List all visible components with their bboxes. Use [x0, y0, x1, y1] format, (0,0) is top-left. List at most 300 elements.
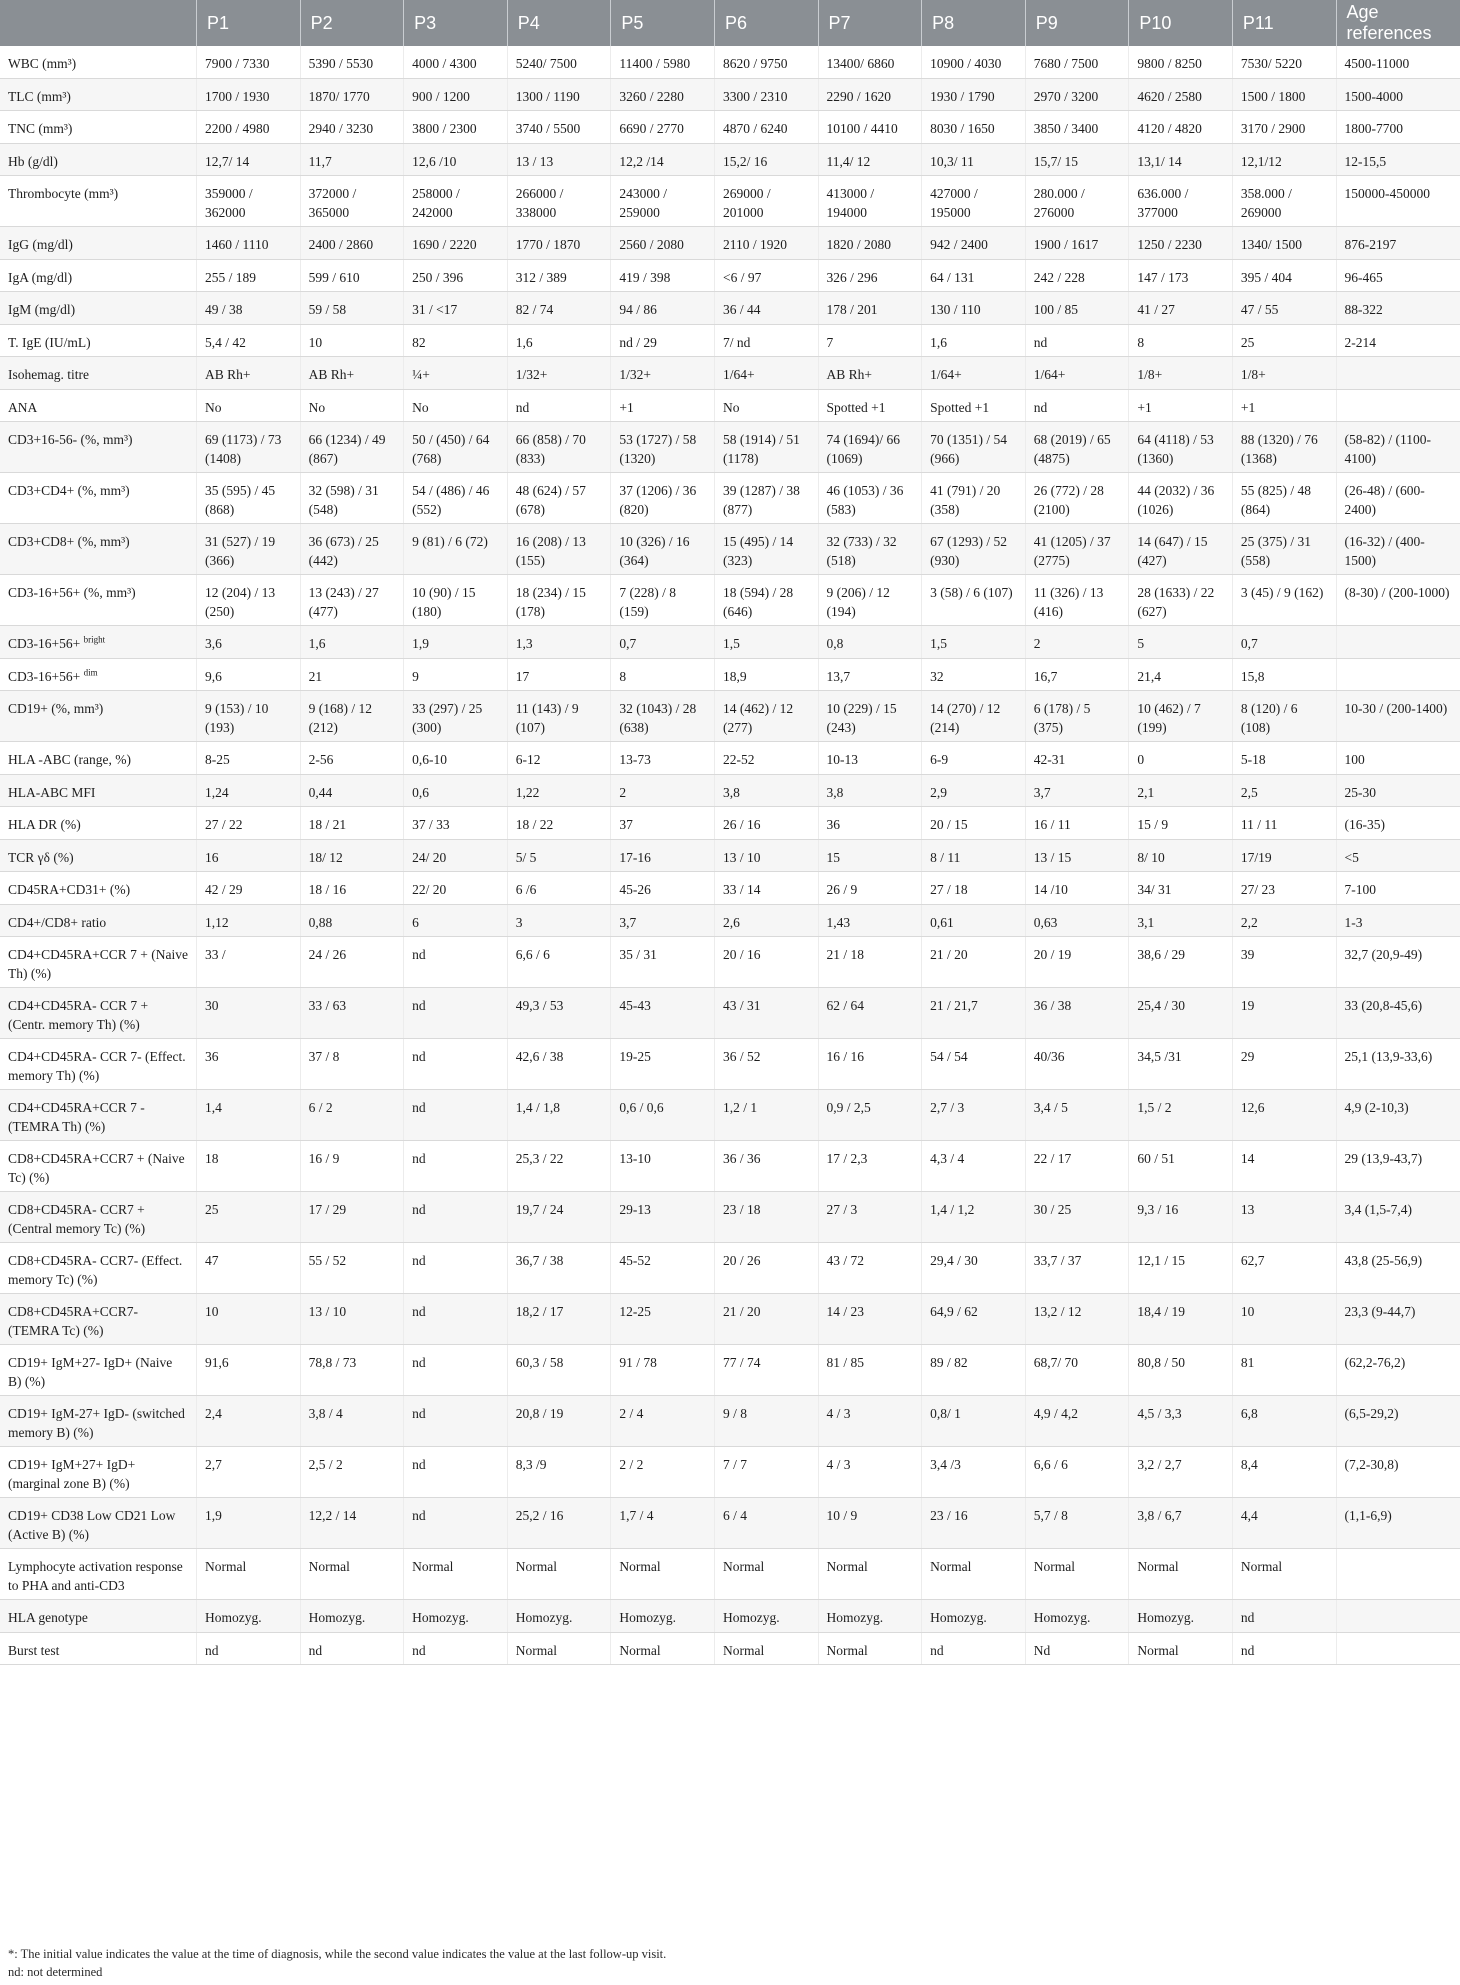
table-cell: 2110 / 1920 [714, 227, 818, 260]
table-cell: 32 (598) / 31 (548) [300, 473, 404, 524]
row-label-text: TLC (mm³) [8, 88, 71, 104]
table-cell: 20 / 16 [714, 937, 818, 988]
table-cell: 5-18 [1232, 742, 1336, 775]
table-cell: 1,2 / 1 [714, 1090, 818, 1141]
table-row [0, 46, 1460, 78]
table-cell: 7-100 [1336, 872, 1460, 905]
table-cell: 3170 / 2900 [1232, 111, 1336, 144]
table-cell: 2,6 [714, 904, 818, 937]
table-cell: 42-31 [1025, 742, 1129, 775]
table-cell: 12,7/ 14 [196, 143, 300, 176]
table-cell: Spotted +1 [922, 389, 1026, 422]
table-cell: 15 (495) / 14 (323) [714, 524, 818, 575]
table-cell: 36 (673) / 25 (442) [300, 524, 404, 575]
table-cell: 45-52 [611, 1243, 715, 1294]
table-cell: Normal [611, 1549, 715, 1600]
table-cell: 2,7 [196, 1447, 300, 1498]
table-cell: 27 / 22 [196, 807, 300, 840]
table-cell: 1/32+ [611, 357, 715, 390]
row-label [0, 1243, 196, 1294]
table-body [0, 46, 1460, 1665]
footnotes [8, 1945, 666, 1981]
table-cell: 4120 / 4820 [1129, 111, 1233, 144]
table-cell: 26 / 9 [818, 872, 922, 905]
table-cell: 23 / 18 [714, 1192, 818, 1243]
table-cell: nd [404, 1141, 508, 1192]
table-cell: 55 / 52 [300, 1243, 404, 1294]
table-cell: 8030 / 1650 [922, 111, 1026, 144]
table-cell: 27/ 23 [1232, 872, 1336, 905]
table-cell: 1340/ 1500 [1232, 227, 1336, 260]
table-cell: 36 / 52 [714, 1039, 818, 1090]
table-row [0, 524, 1460, 575]
table-cell: 1,5 / 2 [1129, 1090, 1233, 1141]
table-cell: 31 (527) / 19 (366) [196, 524, 300, 575]
table-cell: 0,6-10 [404, 742, 508, 775]
table-cell: 15,7/ 15 [1025, 143, 1129, 176]
table-cell: 82 / 74 [507, 292, 611, 325]
row-label-text: Hb (g/dl) [8, 153, 58, 169]
table-cell: 4000 / 4300 [404, 46, 508, 78]
table-cell: 1,4 / 1,2 [922, 1192, 1026, 1243]
row-label [0, 1600, 196, 1633]
table-row [0, 658, 1460, 691]
table-cell: 25 (375) / 31 (558) [1232, 524, 1336, 575]
table-cell: 2,7 / 3 [922, 1090, 1026, 1141]
table-cell: nd [404, 988, 508, 1039]
table-cell: nd [404, 1498, 508, 1549]
table-cell: 3,8 / 4 [300, 1396, 404, 1447]
table-cell: 1690 / 2220 [404, 227, 508, 260]
table-cell: 3800 / 2300 [404, 111, 508, 144]
table-row [0, 1141, 1460, 1192]
table-cell: Normal [1232, 1549, 1336, 1600]
row-label-text: Lymphocyte activation response to PHA and anti-CD3 [8, 1559, 183, 1593]
header-parameter [0, 0, 196, 46]
row-label [0, 227, 196, 260]
table-cell [1336, 1549, 1460, 1600]
table-cell: 32 (733) / 32 (518) [818, 524, 922, 575]
header-column: P7 [818, 0, 922, 46]
table-row [0, 872, 1460, 905]
table-cell: 1250 / 2230 [1129, 227, 1233, 260]
row-label-text: CD19+ IgM+27- IgD+ (Naive B) (%) [8, 1355, 173, 1389]
table-cell: 17-16 [611, 839, 715, 872]
table-cell: 4,9 / 4,2 [1025, 1396, 1129, 1447]
table-row [0, 1549, 1460, 1600]
table-cell: 16 / 16 [818, 1039, 922, 1090]
table-cell: 18/ 12 [300, 839, 404, 872]
table-cell: 89 / 82 [922, 1345, 1026, 1396]
table-cell: 24/ 20 [404, 839, 508, 872]
table-cell: 5/ 5 [507, 839, 611, 872]
table-cell: 28 (1633) / 22 (627) [1129, 575, 1233, 626]
table-cell: (58-82) / (1100-4100) [1336, 422, 1460, 473]
table-cell: 50 / (450) / 64 (768) [404, 422, 508, 473]
table-cell: 8 (120) / 6 (108) [1232, 691, 1336, 742]
table-cell: 15,8 [1232, 658, 1336, 691]
table-cell: No [300, 389, 404, 422]
table-cell: 25,4 / 30 [1129, 988, 1233, 1039]
table-cell: 36 / 38 [1025, 988, 1129, 1039]
row-label-text: HLA genotype [8, 1610, 88, 1625]
table-cell: nd [404, 1632, 508, 1665]
table-cell: 0,61 [922, 904, 1026, 937]
table-cell: 43,8 (25-56,9) [1336, 1243, 1460, 1294]
table-cell: 22 / 17 [1025, 1141, 1129, 1192]
table-cell: Normal [818, 1549, 922, 1600]
table-cell: 942 / 2400 [922, 227, 1026, 260]
table-cell: 35 (595) / 45 (868) [196, 473, 300, 524]
table-cell: 599 / 610 [300, 259, 404, 292]
table-cell: 12,2 /14 [611, 143, 715, 176]
row-label [0, 742, 196, 775]
table-cell: 33 / 14 [714, 872, 818, 905]
table-cell: 8-25 [196, 742, 300, 775]
table-row [0, 807, 1460, 840]
row-label-text: TNC (mm³) [8, 121, 73, 136]
row-label-text: CD8+CD45RA- CCR7 + (Central memory Tc) (%) [8, 1202, 146, 1236]
table-cell: 243000 / 259000 [611, 176, 715, 227]
table-cell: 12,2 / 14 [300, 1498, 404, 1549]
row-label [0, 473, 196, 524]
table-cell: 45-26 [611, 872, 715, 905]
row-label-text: ANA [8, 399, 38, 415]
table-cell: 9 (81) / 6 (72) [404, 524, 508, 575]
table-cell: 1,24 [196, 774, 300, 807]
header-column: Age references [1336, 0, 1460, 46]
table-cell: 7 [818, 324, 922, 357]
table-cell: 427000 / 195000 [922, 176, 1026, 227]
table-cell: 27 / 18 [922, 872, 1026, 905]
table-cell: 0,6 [404, 774, 508, 807]
row-label [0, 357, 196, 390]
table-cell: 395 / 404 [1232, 259, 1336, 292]
table-cell: 2,5 / 2 [300, 1447, 404, 1498]
table-header [0, 0, 1460, 46]
table-cell: 4620 / 2580 [1129, 78, 1233, 111]
table-cell: 5,4 / 42 [196, 324, 300, 357]
table-cell: 0,8 [818, 626, 922, 659]
row-label-text: CD19+ IgM+27+ IgD+ (marginal zone B) (%) [8, 1457, 136, 1491]
table-cell: 91,6 [196, 1345, 300, 1396]
row-label [0, 422, 196, 473]
table-cell: 6,8 [1232, 1396, 1336, 1447]
table-cell: 13400/ 6860 [818, 46, 922, 78]
row-label [0, 1345, 196, 1396]
table-cell: 18 / 22 [507, 807, 611, 840]
table-cell: Homozyg. [1025, 1600, 1129, 1633]
table-cell: nd [404, 1294, 508, 1345]
table-cell: 18 (234) / 15 (178) [507, 575, 611, 626]
table-cell: 6-12 [507, 742, 611, 775]
table-row [0, 324, 1460, 357]
table-cell: 3,4 /3 [922, 1447, 1026, 1498]
table-cell: 47 / 55 [1232, 292, 1336, 325]
table-cell: 17 / 29 [300, 1192, 404, 1243]
row-label-text: HLA DR (%) [8, 817, 81, 832]
table-row [0, 1039, 1460, 1090]
table-cell: Homozyg. [507, 1600, 611, 1633]
table-cell: 1/64+ [922, 357, 1026, 390]
row-label [0, 292, 196, 325]
table-cell: 15,2/ 16 [714, 143, 818, 176]
table-cell: 21 / 20 [922, 937, 1026, 988]
table-cell: 23 / 16 [922, 1498, 1026, 1549]
row-label-text: WBC (mm³) [8, 56, 77, 71]
table-cell: 1770 / 1870 [507, 227, 611, 260]
table-cell: Normal [507, 1632, 611, 1665]
table-cell: 69 (1173) / 73 (1408) [196, 422, 300, 473]
header-column: P2 [300, 0, 404, 46]
table-cell: 1,4 [196, 1090, 300, 1141]
table-cell: 18 [196, 1141, 300, 1192]
table-cell: 9 (153) / 10 (193) [196, 691, 300, 742]
table-cell: 13-10 [611, 1141, 715, 1192]
table-cell: (26-48) / (600-2400) [1336, 473, 1460, 524]
table-cell: 8620 / 9750 [714, 46, 818, 78]
table-cell: Homozyg. [196, 1600, 300, 1633]
table-cell: (8-30) / (200-1000) [1336, 575, 1460, 626]
table-cell: 10 (229) / 15 (243) [818, 691, 922, 742]
table-cell: 21 [300, 658, 404, 691]
row-label [0, 1039, 196, 1090]
row-label [0, 774, 196, 807]
table-cell: 1,3 [507, 626, 611, 659]
row-label [0, 658, 196, 691]
row-label-superscript: bright [83, 634, 106, 645]
table-cell: 2400 / 2860 [300, 227, 404, 260]
row-label-text: CD4+CD45RA+CCR 7 - (TEMRA Th) (%) [8, 1100, 145, 1134]
table-cell [1336, 389, 1460, 422]
table-row [0, 1600, 1460, 1633]
table-cell: 10900 / 4030 [922, 46, 1026, 78]
row-label [0, 1498, 196, 1549]
table-cell: 17 [507, 658, 611, 691]
table-cell: nd [300, 1632, 404, 1665]
table-cell: 26 / 16 [714, 807, 818, 840]
table-cell: 41 / 27 [1129, 292, 1233, 325]
table-cell: 1820 / 2080 [818, 227, 922, 260]
table-cell: 266000 / 338000 [507, 176, 611, 227]
table-row [0, 259, 1460, 292]
table-cell: 3,1 [1129, 904, 1233, 937]
table-cell: 0,7 [611, 626, 715, 659]
table-cell: 32 [922, 658, 1026, 691]
table-cell: +1 [1129, 389, 1233, 422]
table-cell: nd [1025, 324, 1129, 357]
row-label-text: CD19+ CD38 Low CD21 Low (Active B) (%) [8, 1508, 176, 1542]
table-cell: 3,2 / 2,7 [1129, 1447, 1233, 1498]
table-cell: 32,7 (20,9-49) [1336, 937, 1460, 988]
table-cell: 33 (20,8-45,6) [1336, 988, 1460, 1039]
header-row [0, 0, 1460, 46]
table-cell: No [196, 389, 300, 422]
table-cell: 3260 / 2280 [611, 78, 715, 111]
table-cell: 3300 / 2310 [714, 78, 818, 111]
table-cell: 42 / 29 [196, 872, 300, 905]
table-cell: 68 (2019) / 65 (4875) [1025, 422, 1129, 473]
table-cell: 29 [1232, 1039, 1336, 1090]
table-cell: 14 (462) / 12 (277) [714, 691, 818, 742]
table-cell: (1,1-6,9) [1336, 1498, 1460, 1549]
table-cell: 1/64+ [714, 357, 818, 390]
table-cell: 18 (594) / 28 (646) [714, 575, 818, 626]
table-cell: 26 (772) / 28 (2100) [1025, 473, 1129, 524]
table-cell [1336, 626, 1460, 659]
table-cell: 14 (270) / 12 (214) [922, 691, 1026, 742]
row-label [0, 111, 196, 144]
table-cell: 13,7 [818, 658, 922, 691]
table-cell: Homozyg. [1129, 1600, 1233, 1633]
table-cell: 7 / 7 [714, 1447, 818, 1498]
table-cell: 19,7 / 24 [507, 1192, 611, 1243]
table-cell: 49 / 38 [196, 292, 300, 325]
table-row [0, 626, 1460, 659]
row-label [0, 1549, 196, 1600]
table-cell: 13 / 15 [1025, 839, 1129, 872]
row-label-text: CD8+CD45RA- CCR7- (Effect. memory Tc) (%) [8, 1253, 183, 1287]
row-label-text: CD3-16+56+ (%, mm³) [8, 585, 136, 600]
table-cell: 359000 / 362000 [196, 176, 300, 227]
table-cell: 18,9 [714, 658, 818, 691]
table-cell: 78,8 / 73 [300, 1345, 404, 1396]
table-cell: 3,8 / 6,7 [1129, 1498, 1233, 1549]
table-cell: 67 (1293) / 52 (930) [922, 524, 1026, 575]
table-cell: 1,12 [196, 904, 300, 937]
row-label-text: CD19+ (%, mm³) [8, 701, 104, 716]
table-cell: 876-2197 [1336, 227, 1460, 260]
footnote-initial-vs-followup: *: The initial value indicates the value at the time of diagnosis, while the second value indicates the value at the last follow-up visit. [8, 1947, 667, 1961]
table-cell: 29,4 / 30 [922, 1243, 1026, 1294]
table-cell: 16 / 9 [300, 1141, 404, 1192]
row-label-text: CD8+CD45RA+CCR7- (TEMRA Tc) (%) [8, 1304, 138, 1338]
table-row [0, 1447, 1460, 1498]
row-label [0, 1396, 196, 1447]
table-cell: 60 / 51 [1129, 1141, 1233, 1192]
row-label [0, 524, 196, 575]
table-cell: 15 [818, 839, 922, 872]
table-cell: 12,6 [1232, 1090, 1336, 1141]
table-cell: <6 / 97 [714, 259, 818, 292]
table-cell: Normal [1129, 1549, 1233, 1600]
table-cell: 8 [1129, 324, 1233, 357]
table-cell: 36 [196, 1039, 300, 1090]
header-column: P10 [1129, 0, 1233, 46]
table-cell: 10 (326) / 16 (364) [611, 524, 715, 575]
table-cell: 358.000 / 269000 [1232, 176, 1336, 227]
table-cell: 2,4 [196, 1396, 300, 1447]
table-row [0, 78, 1460, 111]
table-cell: 12,6 /10 [404, 143, 508, 176]
header-column: P9 [1025, 0, 1129, 46]
table-cell: 1,5 [714, 626, 818, 659]
table-cell: 6 (178) / 5 (375) [1025, 691, 1129, 742]
table-cell: 23,3 (9-44,7) [1336, 1294, 1460, 1345]
table-cell: 30 / 25 [1025, 1192, 1129, 1243]
table-cell: 255 / 189 [196, 259, 300, 292]
table-row [0, 1632, 1460, 1665]
table-cell: 8,3 /9 [507, 1447, 611, 1498]
table-cell: 1/8+ [1129, 357, 1233, 390]
row-label-text: CD8+CD45RA+CCR7 + (Naive Tc) (%) [8, 1151, 185, 1185]
table-cell: 80,8 / 50 [1129, 1345, 1233, 1396]
table-cell: 32 (1043) / 28 (638) [611, 691, 715, 742]
table-row [0, 691, 1460, 742]
table-cell: (62,2-76,2) [1336, 1345, 1460, 1396]
table-cell: 2940 / 3230 [300, 111, 404, 144]
table-cell: 147 / 173 [1129, 259, 1233, 292]
table-cell: 27 / 3 [818, 1192, 922, 1243]
table-cell: 5390 / 5530 [300, 46, 404, 78]
table-cell: 13 / 10 [714, 839, 818, 872]
table-cell: 19 [1232, 988, 1336, 1039]
table-cell: 280.000 / 276000 [1025, 176, 1129, 227]
table-cell: 4,4 [1232, 1498, 1336, 1549]
table-cell: 3,8 [714, 774, 818, 807]
table-cell: 42,6 / 38 [507, 1039, 611, 1090]
table-row [0, 1345, 1460, 1396]
table-cell: AB Rh+ [300, 357, 404, 390]
table-cell: 9 [404, 658, 508, 691]
table-cell: 6-9 [922, 742, 1026, 775]
table-cell: 74 (1694)/ 66 (1069) [818, 422, 922, 473]
header-column: P11 [1232, 0, 1336, 46]
table-cell: 18,4 / 19 [1129, 1294, 1233, 1345]
table-cell: 12-25 [611, 1294, 715, 1345]
table-cell: 1,7 / 4 [611, 1498, 715, 1549]
table-cell: 40/36 [1025, 1039, 1129, 1090]
table-cell: 258000 / 242000 [404, 176, 508, 227]
table-cell: 4870 / 6240 [714, 111, 818, 144]
table-cell: 10-13 [818, 742, 922, 775]
table-cell: 1/32+ [507, 357, 611, 390]
table-cell: 14 / 23 [818, 1294, 922, 1345]
row-label [0, 691, 196, 742]
table-cell: 7680 / 7500 [1025, 46, 1129, 78]
table-cell: 1300 / 1190 [507, 78, 611, 111]
table-cell: (16-35) [1336, 807, 1460, 840]
table-cell: 1,9 [404, 626, 508, 659]
header-column: P3 [404, 0, 508, 46]
table-cell: 66 (858) / 70 (833) [507, 422, 611, 473]
row-label [0, 324, 196, 357]
row-label-text: CD3+CD8+ (%, mm³) [8, 534, 130, 549]
table-cell: 1900 / 1617 [1025, 227, 1129, 260]
table-cell: 49,3 / 53 [507, 988, 611, 1039]
row-label [0, 626, 196, 659]
table-cell: 0 [1129, 742, 1233, 775]
table-cell: 94 / 86 [611, 292, 715, 325]
table-cell: 59 / 58 [300, 292, 404, 325]
table-cell: 3 [507, 904, 611, 937]
table-cell: 1,5 [922, 626, 1026, 659]
table-cell: 8,4 [1232, 1447, 1336, 1498]
table-cell: 1-3 [1336, 904, 1460, 937]
table-cell: 11400 / 5980 [611, 46, 715, 78]
table-cell: 5240/ 7500 [507, 46, 611, 78]
table-cell: 6,6 / 6 [1025, 1447, 1129, 1498]
table-cell: 2,2 [1232, 904, 1336, 937]
table-row [0, 1192, 1460, 1243]
row-label [0, 988, 196, 1039]
table-cell: 54 / (486) / 46 (552) [404, 473, 508, 524]
header-column: P5 [611, 0, 715, 46]
table-cell: 0,7 [1232, 626, 1336, 659]
table-cell: +1 [1232, 389, 1336, 422]
table-cell: Normal [818, 1632, 922, 1665]
table-cell: 13,2 / 12 [1025, 1294, 1129, 1345]
